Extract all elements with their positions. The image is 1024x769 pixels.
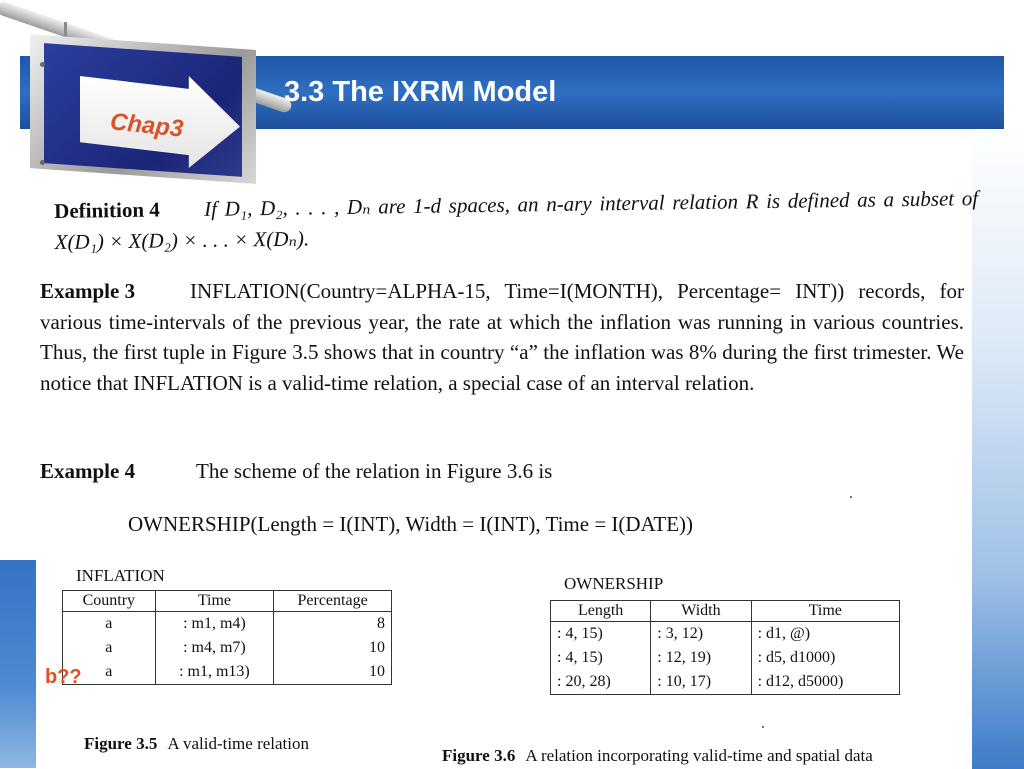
example3-text: INFLATION(Country=ALPHA-15, Time=I(MONTH), Percentage= INT)) records, for various time-intervals of the previous year, the rate at which the inflation was running in various countries. Thus, the first tuple in Figure 3.5 shows that in country “a” the inflation was 8% during the first trimester. We notice that INFLATION is a valid-time relation, a special case of an interval relation.	[40, 279, 964, 395]
figure-label: Figure 3.5	[84, 734, 158, 753]
table-row	[63, 636, 392, 660]
definition-text: If D₁, D₂, . . . , Dₙ are 1-d spaces, an n-ary interval relation R is defined as a subset of X(D₁) × X(D₂) × . . . × X(Dₙ).	[54, 186, 979, 254]
figure-caption-text: A valid-time relation	[167, 734, 309, 753]
table-cell: : d12, d5000)	[751, 670, 899, 695]
table-row	[551, 646, 900, 670]
annotation-label: b??	[45, 666, 82, 688]
table-cell: : 12, 19)	[651, 646, 751, 670]
definition-paragraph	[54, 183, 979, 258]
right-gradient-strip	[972, 129, 1024, 769]
table-cell: 8	[274, 612, 392, 637]
table-cell: : 4, 15)	[551, 646, 651, 670]
definition-lead: Definition 4	[54, 197, 160, 223]
slide-title: 3.3 The IXRM Model	[284, 76, 557, 108]
table-cell: : m4, m7)	[155, 636, 273, 660]
table-cell: : 10, 17)	[651, 670, 751, 695]
table-cell: : 3, 12)	[651, 622, 751, 647]
ownership-scheme-formula: OWNERSHIP(Length = I(INT), Width = I(INT), Time = I(DATE))	[128, 512, 694, 536]
example4-paragraph	[40, 456, 964, 487]
column-header: Country	[63, 591, 156, 612]
table-cell: 10	[274, 660, 392, 685]
table-cell: : m1, m4)	[155, 612, 273, 637]
ownership-table	[550, 600, 900, 695]
scan-speck	[850, 496, 852, 498]
chapter-label: Chap3	[108, 108, 185, 143]
table-row	[63, 612, 392, 637]
figure-caption-text: A relation incorporating valid-time and spatial data	[525, 746, 873, 765]
table-cell: a	[63, 612, 156, 637]
table-cell: : d5, d1000)	[751, 646, 899, 670]
ownership-table-name: OWNERSHIP	[564, 574, 664, 593]
table-cell: : 20, 28)	[551, 670, 651, 695]
example4-text: The scheme of the relation in Figure 3.6 is	[196, 459, 553, 483]
example3-paragraph	[40, 276, 964, 398]
figure-3-5-caption	[84, 734, 309, 754]
column-header: Length	[551, 601, 651, 622]
example4-lead: Example 4	[40, 459, 136, 483]
inflation-table	[62, 590, 392, 685]
table-cell: a	[63, 660, 156, 685]
table-header-row	[551, 601, 900, 622]
column-header: Percentage	[274, 591, 392, 612]
table-cell: : d1, @)	[751, 622, 899, 647]
figure-label: Figure 3.6	[442, 746, 516, 765]
scan-speck	[762, 726, 764, 728]
table-cell: 10	[274, 636, 392, 660]
table-row	[551, 622, 900, 647]
table-cell: : 4, 15)	[551, 622, 651, 647]
column-header: Time	[155, 591, 273, 612]
sign-bolt	[40, 62, 45, 67]
left-gradient-strip	[0, 560, 36, 768]
sign-bolt	[40, 160, 45, 165]
column-header: Width	[651, 601, 751, 622]
inflation-table-name: INFLATION	[76, 566, 165, 585]
example3-lead: Example 3	[40, 279, 136, 303]
table-cell: : m1, m13)	[155, 660, 273, 685]
table-row	[63, 660, 392, 685]
column-header: Time	[751, 601, 899, 622]
table-row	[551, 670, 900, 695]
table-header-row	[63, 591, 392, 612]
figure-3-6-caption	[442, 746, 873, 766]
table-cell: a	[63, 636, 156, 660]
